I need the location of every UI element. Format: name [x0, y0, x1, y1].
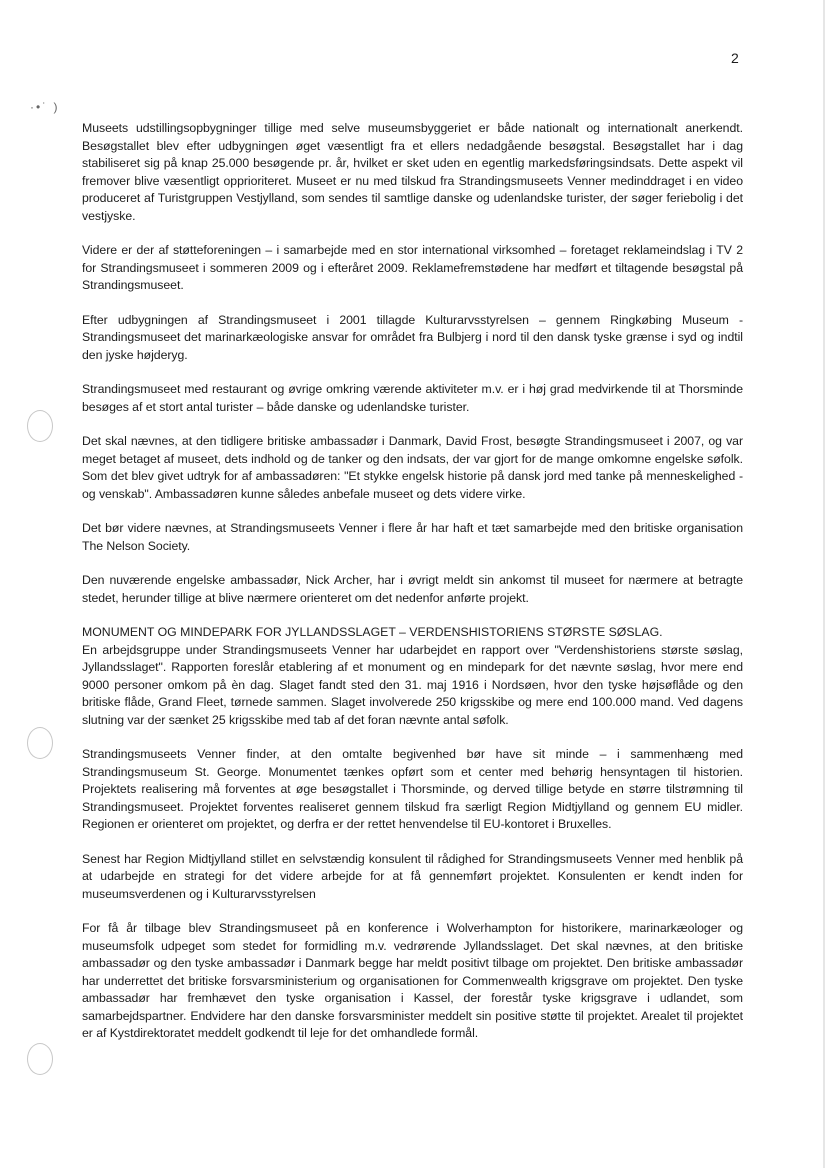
paragraph: Efter udbygningen af Strandingsmuseet i 2001 tillagde Kulturarvsstyrelsen – gennem Ringkøbing Museum - Strandingsmuseet det marinarkæologiske ansvar for området fra Bulbjerg i nord til den dansk tyske grænse i syd og indtil den jyske højderyg.	[82, 312, 743, 362]
document-body	[82, 120, 743, 1060]
section-heading: MONUMENT OG MINDEPARK FOR JYLLANDSSLAGET – VERDENSHISTORIENS STØRSTE SØSLAG.	[82, 625, 663, 639]
paragraph: Strandingsmuseets Venner finder, at den omtalte begivenhed bør have sit minde – i sammenhæng med Strandingsmuseum St. George. Monumentet tænkes opført som et center med behørig hensyntagen til historien. Projektets realisering må forventes at øge besøgstallet i Thorsminde, og derved tillige betyde en større tilstrømning til Strandingsmuseet. Projektet forventes realiseret gennem tilskud fra særligt Region Midtjylland og gennem EU midler. Regionen er orienteret om projektet, og derfra er der rettet henvendelse til EU-kontoret i Bruxelles.	[82, 747, 743, 831]
page-number: 2	[731, 50, 739, 66]
paragraph: Strandingsmuseet med restaurant og øvrige omkring værende aktiviteter m.v. er i høj grad medvirkende til at Thorsminde besøges af et stort antal turister – både danske og udenlandske turister.	[82, 382, 743, 414]
paragraph: Den nuværende engelske ambassadør, Nick Archer, har i øvrigt meldt sin ankomst til museet for nærmere at betragte stedet, herunder tillige at blive nærmere orienteret om det nedenfor anførte projekt.	[82, 573, 743, 605]
paragraph: Senest har Region Midtjylland stillet en selvstændig konsulent til rådighed for Strandingsmuseets Venner med henblik på at udarbejde en strategi for det videre arbejde for at få gennemført projektet. Konsulenten er kendt inden for museumsverdenen og i Kulturarvsstyrelsen	[82, 851, 743, 901]
paragraph: For få år tilbage blev Strandingsmuseet på en konference i Wolverhampton for historikere, marinarkæologer og museumsfolk udpeget som stedet for formidling m.v. vedrørende Jyllandsslaget. Det skal nævnes, at den britiske ambassadør og den tyske ambassadør i Danmark begge har meldt positivt tilbage om projektet. Den britiske ambassadør har underrettet det britiske forsvarsministerium og organisationen for Commenwealth krigsgrave om projektet. Den tyske ambassadør har fremhævet den tyske organisation i Kassel, der forestår tyske krigsgrave i udlandet, som samarbejdspartner. Endvidere har den danske forsvarsminister meddelt sin positive støtte til projektet. Arealet til projektet er af Kystdirektoratet meddelt godkendt til leje for det omhandlede formål.	[82, 921, 743, 1040]
paragraph: Det bør videre nævnes, at Strandingsmuseets Venner i flere år har haft et tæt samarbejde med den britiske organisation The Nelson Society.	[82, 521, 743, 553]
punch-hole	[27, 410, 53, 442]
paragraph: En arbejdsgruppe under Strandingsmuseets Venner har udarbejdet en rapport over "Verdenshistoriens største søslag, Jyllandsslaget". Rapporten foreslår etablering af et monument og en mindepark for det nævnte søslag, hvor mere end 9000 personer omkom på èn dag. Slaget fandt sted den 31. maj 1916 i Nordsøen, hvor den tyske højsøflåde og den britiske flåde, Grand Fleet, tørnede sammen. Slaget involverede 250 krigsskibe og mere end 100.000 mand. Ved dagens slutning var der sænket 25 krigsskibe med tab af det foran nævnte antal søfolk.	[82, 642, 743, 727]
paragraph: Det skal nævnes, at den tidligere britiske ambassadør i Danmark, David Frost, besøgte Strandingsmuseet i 2007, og var meget betaget af museet, dets indhold og de tanker og den indsats, der var gjort for de mange omkomne engelske søfolk. Som det blev givet udtryk for af ambassadøren: "Et stykke engelsk historie på dansk jord med tanke på menneskelighed - og venskab". Ambassadøren kunne således anbefale museet og dets videre virke.	[82, 434, 743, 501]
scan-mark: ·•˙ )	[30, 100, 60, 114]
punch-hole	[27, 727, 53, 759]
paragraph: Videre er der af støtteforeningen – i samarbejde med en stor international virksomhed – foretaget reklameindslag i TV 2 for Strandingsmuseet i sommeren 2009 og i efteråret 2009. Reklamefremstødene har medført et tiltagende besøgstal på Strandingsmuseet.	[82, 243, 743, 292]
paragraph: Museets udstillingsopbygninger tillige med selve museumsbyggeriet er både nationalt og internationalt anerkendt. Besøgstallet blev efter udbygningen øget væsentligt fra et ellers nedadgående besøgstal. Besøgstallet har i dag stabiliseret sig på knap 25.000 besøgende pr. år, hvilket er sket uden en egentlig markedsføringsindsats. Dette aspekt vil fremover blive væsentligt opprioriteret. Museet er nu med tilskud fra Strandingsmuseets Venner medinddraget i en video produceret af Turistgruppen Vestjylland, som sendes til samtlige danske og udenlandske turister, der søger feriebolig i det vestjyske.	[82, 121, 743, 223]
punch-hole	[27, 1043, 53, 1075]
